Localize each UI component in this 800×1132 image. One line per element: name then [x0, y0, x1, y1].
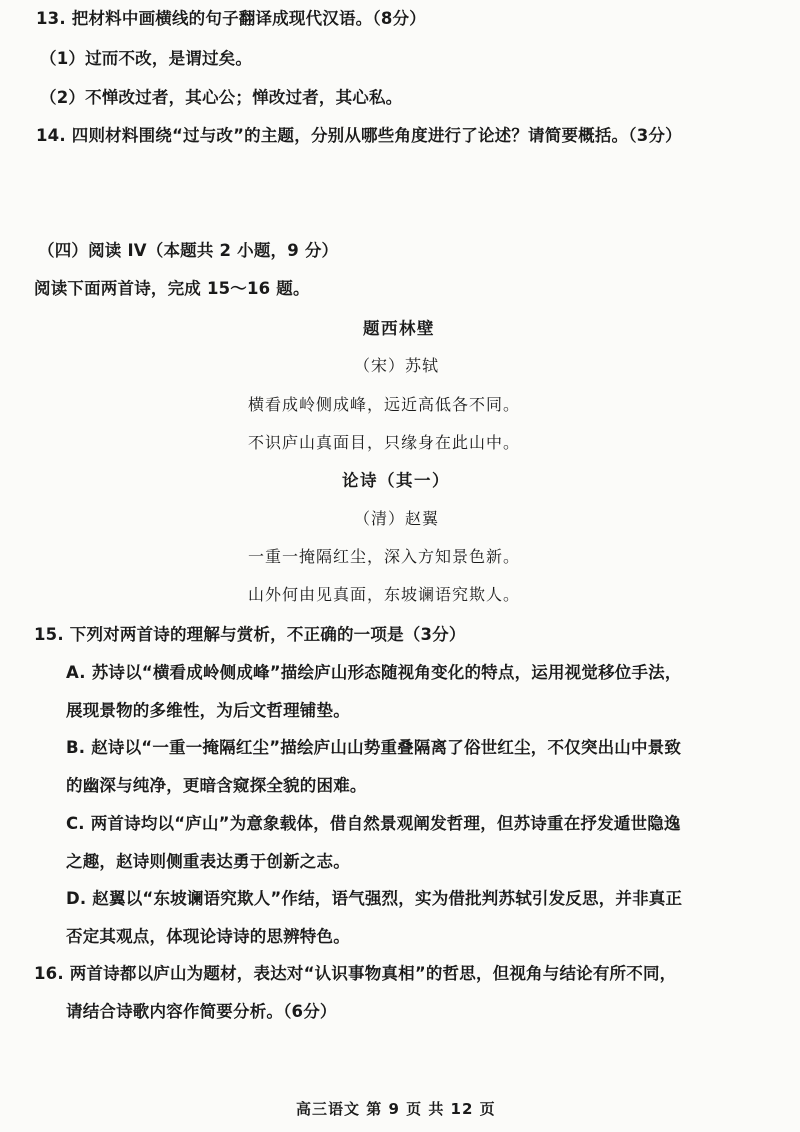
- section-4-intro: 阅读下面两首诗，完成 15～16 题。: [34, 279, 310, 298]
- q14-stem: 14. 四则材料围绕“过与改”的主题，分别从哪些角度进行了论述？请简要概括。（3分）: [36, 126, 682, 145]
- q15-option-b-line-2: 的幽深与纯净，更暗含窥探全貌的困难。: [66, 776, 367, 795]
- poem-1-line-2: 不识庐山真面目，只缘身在此山中。: [248, 433, 521, 452]
- q15-option-c-line-1: C. 两首诗均以“庐山”为意象载体，借自然景观阐发哲理，但苏诗重在抒发遁世隐逸: [66, 814, 681, 833]
- poem-1-line-1: 横看成岭侧成峰，远近高低各不同。: [248, 395, 521, 414]
- poem-1-author: （宋）苏轼: [354, 356, 440, 375]
- q15-option-d-line-2: 否定其观点，体现论诗诗的思辨特色。: [66, 927, 350, 946]
- q13-sentence-2: （2）不惮改过者，其心公；惮改过者，其心私。: [40, 88, 403, 107]
- page-footer: 高三语文 第 9 页 共 12 页: [296, 1100, 496, 1118]
- poem-1-title: 题西林壁: [363, 319, 435, 338]
- q15-option-b-line-1: B. 赵诗以“一重一掩隔红尘”描绘庐山山势重叠隔离了俗世红尘，不仅突出山中景致: [66, 738, 682, 757]
- poem-2-author: （清）赵翼: [354, 509, 440, 528]
- section-4-heading: （四）阅读 IV（本题共 2 小题，9 分）: [38, 241, 339, 260]
- q16-stem-line-2: 请结合诗歌内容作简要分析。（6分）: [66, 1002, 337, 1021]
- q15-option-d-line-1: D. 赵翼以“东坡谰语究欺人”作结，语气强烈，实为借批判苏轼引发反思，并非真正: [66, 889, 683, 908]
- q15-option-c-line-2: 之趣，赵诗则侧重表达勇于创新之志。: [66, 852, 350, 871]
- poem-2-title: 论诗（其一）: [342, 471, 450, 490]
- poem-2-line-1: 一重一掩隔红尘，深入方知景色新。: [248, 547, 521, 566]
- poem-2-line-2: 山外何由见真面，东坡谰语究欺人。: [248, 585, 521, 604]
- q13-stem: 13. 把材料中画横线的句子翻译成现代汉语。（8分）: [36, 9, 426, 28]
- q15-option-a-line-2: 展现景物的多维性，为后文哲理铺垫。: [66, 701, 350, 720]
- q15-stem: 15. 下列对两首诗的理解与赏析，不正确的一项是（3分）: [34, 625, 466, 644]
- q16-stem-line-1: 16. 两首诗都以庐山为题材，表达对“认识事物真相”的哲思，但视角与结论有所不同，: [34, 964, 677, 983]
- q15-option-a-line-1: A. 苏诗以“横看成岭侧成峰”描绘庐山形态随视角变化的特点，运用视觉移位手法，: [66, 663, 682, 682]
- q13-sentence-1: （1）过而不改，是谓过矣。: [40, 49, 253, 68]
